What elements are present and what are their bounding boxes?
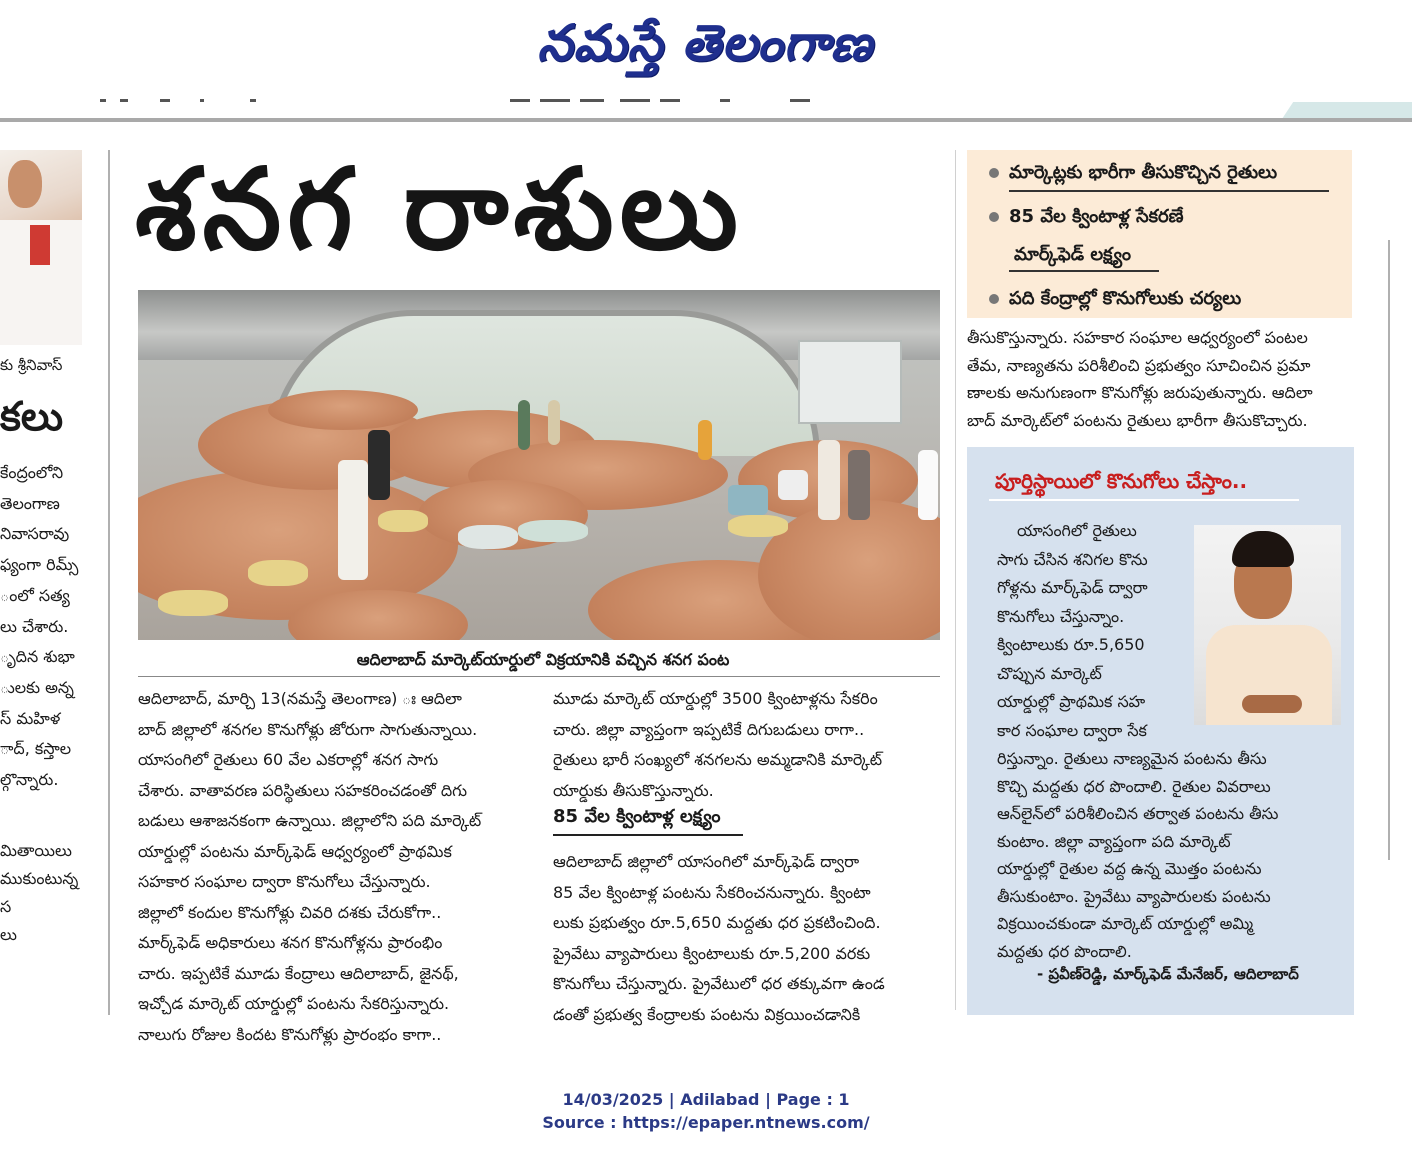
column-divider xyxy=(1388,240,1390,860)
quote-text-line: యార్డుల్లో ప్రాథమిక సహ xyxy=(997,692,1146,711)
subheading-rule xyxy=(553,834,743,836)
quote-text-line: కార సంఘాల ద్వారా సేక xyxy=(997,720,1147,740)
body-text-line: తేమ, నాణ్యతను పరిశీలించి ప్రభుత్వం సూచించిన ప్రమా xyxy=(967,355,1311,375)
left-text-line: లు చేశారు. xyxy=(0,616,69,636)
left-text-line: ాద్, కస్తాల xyxy=(0,739,72,759)
body-text-line: కొనుగోలు చేస్తున్నారు. ప్రైవేటులో ధర తక్కువగా ఉండ xyxy=(553,974,885,993)
body-text-line: చారు. జిల్లా వ్యాప్తంగా ఇప్పటికే దిగుబడులు రాగా.. xyxy=(553,719,865,739)
left-text-line: ంలో సత్య xyxy=(0,585,70,605)
left-photo-caption: కు శ్రీనివాస్ xyxy=(0,356,63,374)
body-text-line: లుకు ప్రభుత్వం రూ.5,650 మద్దతు ధర ప్రకటించింది. xyxy=(553,913,881,932)
highlights-box xyxy=(967,150,1352,318)
body-text-line: డంతో ప్రభుత్వ కేంద్రాలకు పంటను విక్రయించడానికి xyxy=(553,1004,861,1024)
quote-text-line: సాగు చేసిన శనిగల కొను xyxy=(997,549,1148,569)
body-text-line: ఇచ్చోడ మార్కెట్ యార్డుల్లో పంటను సేకరిస్తున్నారు. xyxy=(138,994,450,1013)
article-column-2-bottom xyxy=(553,847,940,1030)
body-text-line: రైతులు భారీ సంఖ్యలో శనగలను అమ్మడానికి మార్కెట్ xyxy=(553,750,883,769)
body-text-line: ఆదిలాబాద్, మార్చి 13(నమస్తే తెలంగాణ) ః ఆదిలా xyxy=(138,689,462,708)
left-text-line: ల్గొన్నారు. xyxy=(0,770,59,789)
left-adjacent-column xyxy=(0,150,84,980)
body-text-line: యాసంగిలో రైతులు 60 వేల ఎకరాల్లో శనగ సాగు xyxy=(138,750,439,769)
footer-source: Source : https://epaper.ntnews.com/ xyxy=(542,1113,870,1132)
left-text-line: స xyxy=(0,897,12,916)
highlight-item: మార్కెట్లకు భారీగా తీసుకొచ్చిన రైతులు xyxy=(989,162,1277,187)
masthead-dots xyxy=(100,95,840,107)
article-column-1 xyxy=(138,684,523,1050)
body-text-line: బాద్ మార్కెట్‌లో పంటను రైతులు భారీగా తీసుకొచ్చారు. xyxy=(967,410,1308,430)
article-column-2-top xyxy=(553,684,940,806)
quote-text-line: కుంటాం. జిల్లా వ్యాప్తంగా పది మార్కెట్ xyxy=(997,831,1231,851)
masthead-rule xyxy=(0,118,1412,122)
quote-text-line: తీసుకుంటాం. ప్రైవేటు వ్యాపారులకు పంటను xyxy=(997,886,1271,906)
quote-text-line: కొచ్చి మద్దతు ధర పొందాలి. రైతుల వివరాలు xyxy=(997,776,1271,796)
bullet-dot-icon xyxy=(989,294,999,304)
body-text-line: మూడు మార్కెట్ యార్డుల్లో 3500 క్వింటాళ్లను సేకరిం xyxy=(553,689,878,708)
body-text-line: యార్డుల్లో పంటను మార్క్‌ఫెడ్ ఆధ్వర్యంలో ప్రాథమిక xyxy=(138,841,452,861)
body-text-line: చారు. ఇప్పటికే మూడు కేంద్రాలు ఆదిలాబాద్, జైనథ్, xyxy=(138,963,459,983)
article-column-3 xyxy=(967,324,1352,434)
quote-text-line: యార్డుల్లో రైతుల వద్ద ఉన్న మొత్తం పంటను xyxy=(997,859,1262,878)
body-text-line: ప్రైవేటు వ్యాపారులు క్వింటాలుకు రూ.5,200 వరకు xyxy=(553,943,871,963)
highlight-item-continued: మార్క్‌ఫెడ్ లక్ష్యం xyxy=(1014,244,1131,265)
quote-text-line: యాసంగిలో రైతులు xyxy=(1017,521,1137,540)
left-text-line: ఫ్యంగా రిమ్స్ xyxy=(0,555,79,575)
footer-date-edition: 14/03/2025 | Adilabad | Page : 1 xyxy=(562,1090,850,1109)
left-text-line: ముకుంటున్న xyxy=(0,869,79,888)
left-text-line: కేంద్రంలోని xyxy=(0,463,64,482)
section-subheading: 85 వేల క్వింటాళ్ల లక్ష్యం xyxy=(553,806,721,827)
market-yard-photo xyxy=(138,290,940,640)
quote-text-line: రిస్తున్నాం. రైతులు నాణ్యమైన పంటను తీసు xyxy=(997,749,1267,768)
bullet-dot-icon xyxy=(989,168,999,178)
left-portrait-photo xyxy=(0,150,82,345)
bullet-dot-icon xyxy=(989,212,999,222)
body-text-line: మార్క్‌ఫెడ్ అధికారులు శనగ కొనుగోళ్లను ప్రారంభిం xyxy=(138,933,443,952)
body-text-line: బాద్ జిల్లాలో శనగల కొనుగోళ్లు జోరుగా సాగుతున్నాయి. xyxy=(138,719,478,739)
left-text-line: లు xyxy=(0,925,17,944)
masthead xyxy=(0,0,1412,100)
manager-portrait-photo xyxy=(1194,525,1341,725)
highlight-item: పది కేంద్రాల్లో కొనుగోలుకు చర్యలు xyxy=(989,288,1241,313)
column-divider xyxy=(955,150,956,1010)
left-text-line: ులకు అన్న xyxy=(0,677,74,697)
quote-text-line: ఆన్‌లైన్‌లో పరిశీలించిన తర్వాత పంటను తీసు xyxy=(997,804,1279,823)
highlight-item: 85 వేల క్వింటాళ్ల సేకరణే xyxy=(989,206,1184,231)
quote-text-line: మద్దతు ధర పొందాలి. xyxy=(997,941,1132,961)
quote-text-line: చొప్పున మార్కెట్ xyxy=(997,663,1102,683)
quote-attribution: - ప్రవీణ్‌రెడ్డి, మార్క్‌ఫెడ్ మేనేజర్, ఆదిలాబాద్ xyxy=(1037,965,1299,983)
left-text-line: నివాసరావు xyxy=(0,524,70,544)
body-text-line: 85 వేల క్వింటాళ్ల పంటను సేకరించనున్నారు. క్వింటా xyxy=(553,882,871,902)
photo-caption: ఆదిలాబాద్ మార్కెట్‌యార్డులో విక్రయానికి వచ్చిన శనగ పంట xyxy=(356,650,730,669)
column-divider xyxy=(108,150,110,1015)
left-text-line: ృదిన శుభా xyxy=(0,647,75,667)
left-headline: కలు xyxy=(0,394,64,440)
quote-box xyxy=(967,447,1354,1015)
quote-text-line: గోళ్లను మార్క్‌ఫెడ్ ద్వారా xyxy=(997,578,1148,597)
caption-rule xyxy=(138,676,940,677)
left-text-line: తెలంగాణ xyxy=(0,493,60,513)
body-text-line: చేశారు. వాతావరణ పరిస్థితులు సహకరించడంతో దిగు xyxy=(138,780,467,800)
masthead-logo: నమస్తే తెలంగాణ xyxy=(537,13,873,72)
body-text-line: తీసుకొస్తున్నారు. సహకార సంఘాల ఆధ్వర్యంలో పంటల xyxy=(967,328,1308,347)
body-text-line: యార్డుకు తీసుకొస్తున్నారు. xyxy=(553,780,714,800)
quote-text-line: క్వింటాలుకు రూ.5,650 xyxy=(997,635,1145,654)
quote-text-line: కొనుగోలు చేస్తున్నాం. xyxy=(997,606,1125,626)
body-text-line: జిల్లాలో కందుల కొనుగోళ్లు చివరి దశకు చేరుకోగా.. xyxy=(138,902,442,922)
body-text-line: ఆదిలాబాద్ జిల్లాలో యాసంగిలో మార్క్‌ఫెడ్ ద్వారా xyxy=(553,852,860,871)
quote-heading: పూర్తిస్థాయిలో కొనుగోలు చేస్తాం.. xyxy=(995,469,1248,493)
quote-text-line: విక్రయించకుండా మార్కెట్ యార్డుల్లో అమ్మి xyxy=(997,914,1254,933)
body-text-line: నాలుగు రోజుల కిందట కొనుగోళ్లు ప్రారంభం కాగా.. xyxy=(138,1024,442,1044)
body-text-line: బడులు ఆశాజనకంగా ఉన్నాయి. జిల్లాలోని పది మార్కెట్ xyxy=(138,811,482,830)
article-headline: శనగ రాశులు xyxy=(135,145,744,275)
left-text-line: స్ మహిళ xyxy=(0,708,61,728)
left-text-line: మితాయిలు xyxy=(0,841,72,860)
body-text-line: సహకార సంఘాల ద్వారా కొనుగోలు చేస్తున్నారు. xyxy=(138,872,431,891)
body-text-line: ణాలకు అనుగుణంగా కొనుగోళ్లు జరుపుతున్నారు. ఆదిలా xyxy=(967,383,1313,402)
